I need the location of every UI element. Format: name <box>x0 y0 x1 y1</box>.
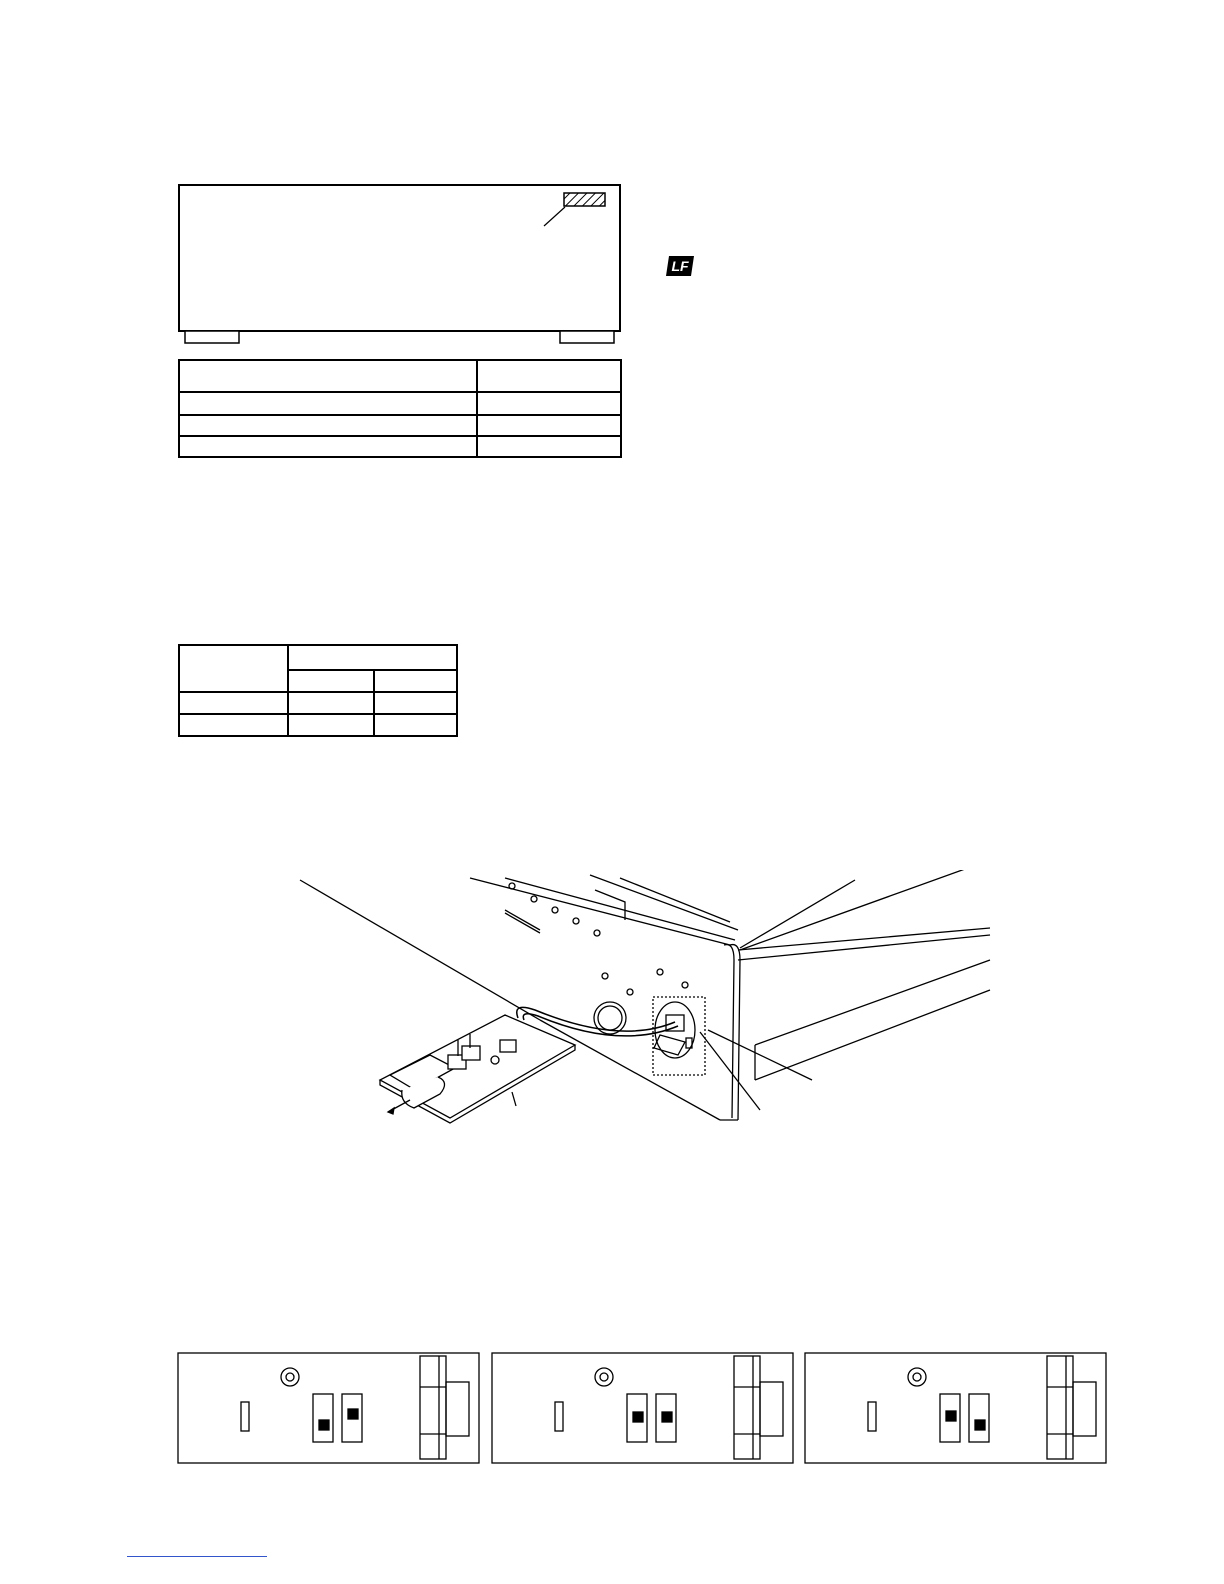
table-cell <box>374 714 457 736</box>
table-cell <box>288 670 374 692</box>
svg-text:LF: LF <box>671 258 689 274</box>
switch-board-1 <box>177 1352 480 1464</box>
switch-board-3 <box>804 1352 1107 1464</box>
right-foot <box>560 331 614 343</box>
table-cell <box>179 360 477 392</box>
left-foot <box>185 331 239 343</box>
table-cell <box>374 670 457 692</box>
table-cell <box>179 415 477 436</box>
table-cell <box>477 415 621 436</box>
footer-link-rule[interactable] <box>127 1556 267 1557</box>
switch-board-2 <box>491 1352 794 1464</box>
table-cell <box>477 360 621 392</box>
table-cell <box>374 692 457 714</box>
table-cell <box>179 645 288 692</box>
table-cell <box>288 692 374 714</box>
connection-figure <box>290 870 1000 1140</box>
table-cell <box>477 436 621 457</box>
switch-table <box>178 644 458 737</box>
table-cell <box>288 645 457 670</box>
table-cell <box>179 436 477 457</box>
model-table <box>178 359 622 458</box>
table-cell <box>179 392 477 415</box>
table-cell <box>179 692 288 714</box>
lead-free-icon <box>665 255 695 277</box>
model-label-marker <box>564 193 605 206</box>
table-cell <box>477 392 621 415</box>
table-cell <box>288 714 374 736</box>
model-label-figure <box>175 180 625 350</box>
table-cell <box>179 714 288 736</box>
